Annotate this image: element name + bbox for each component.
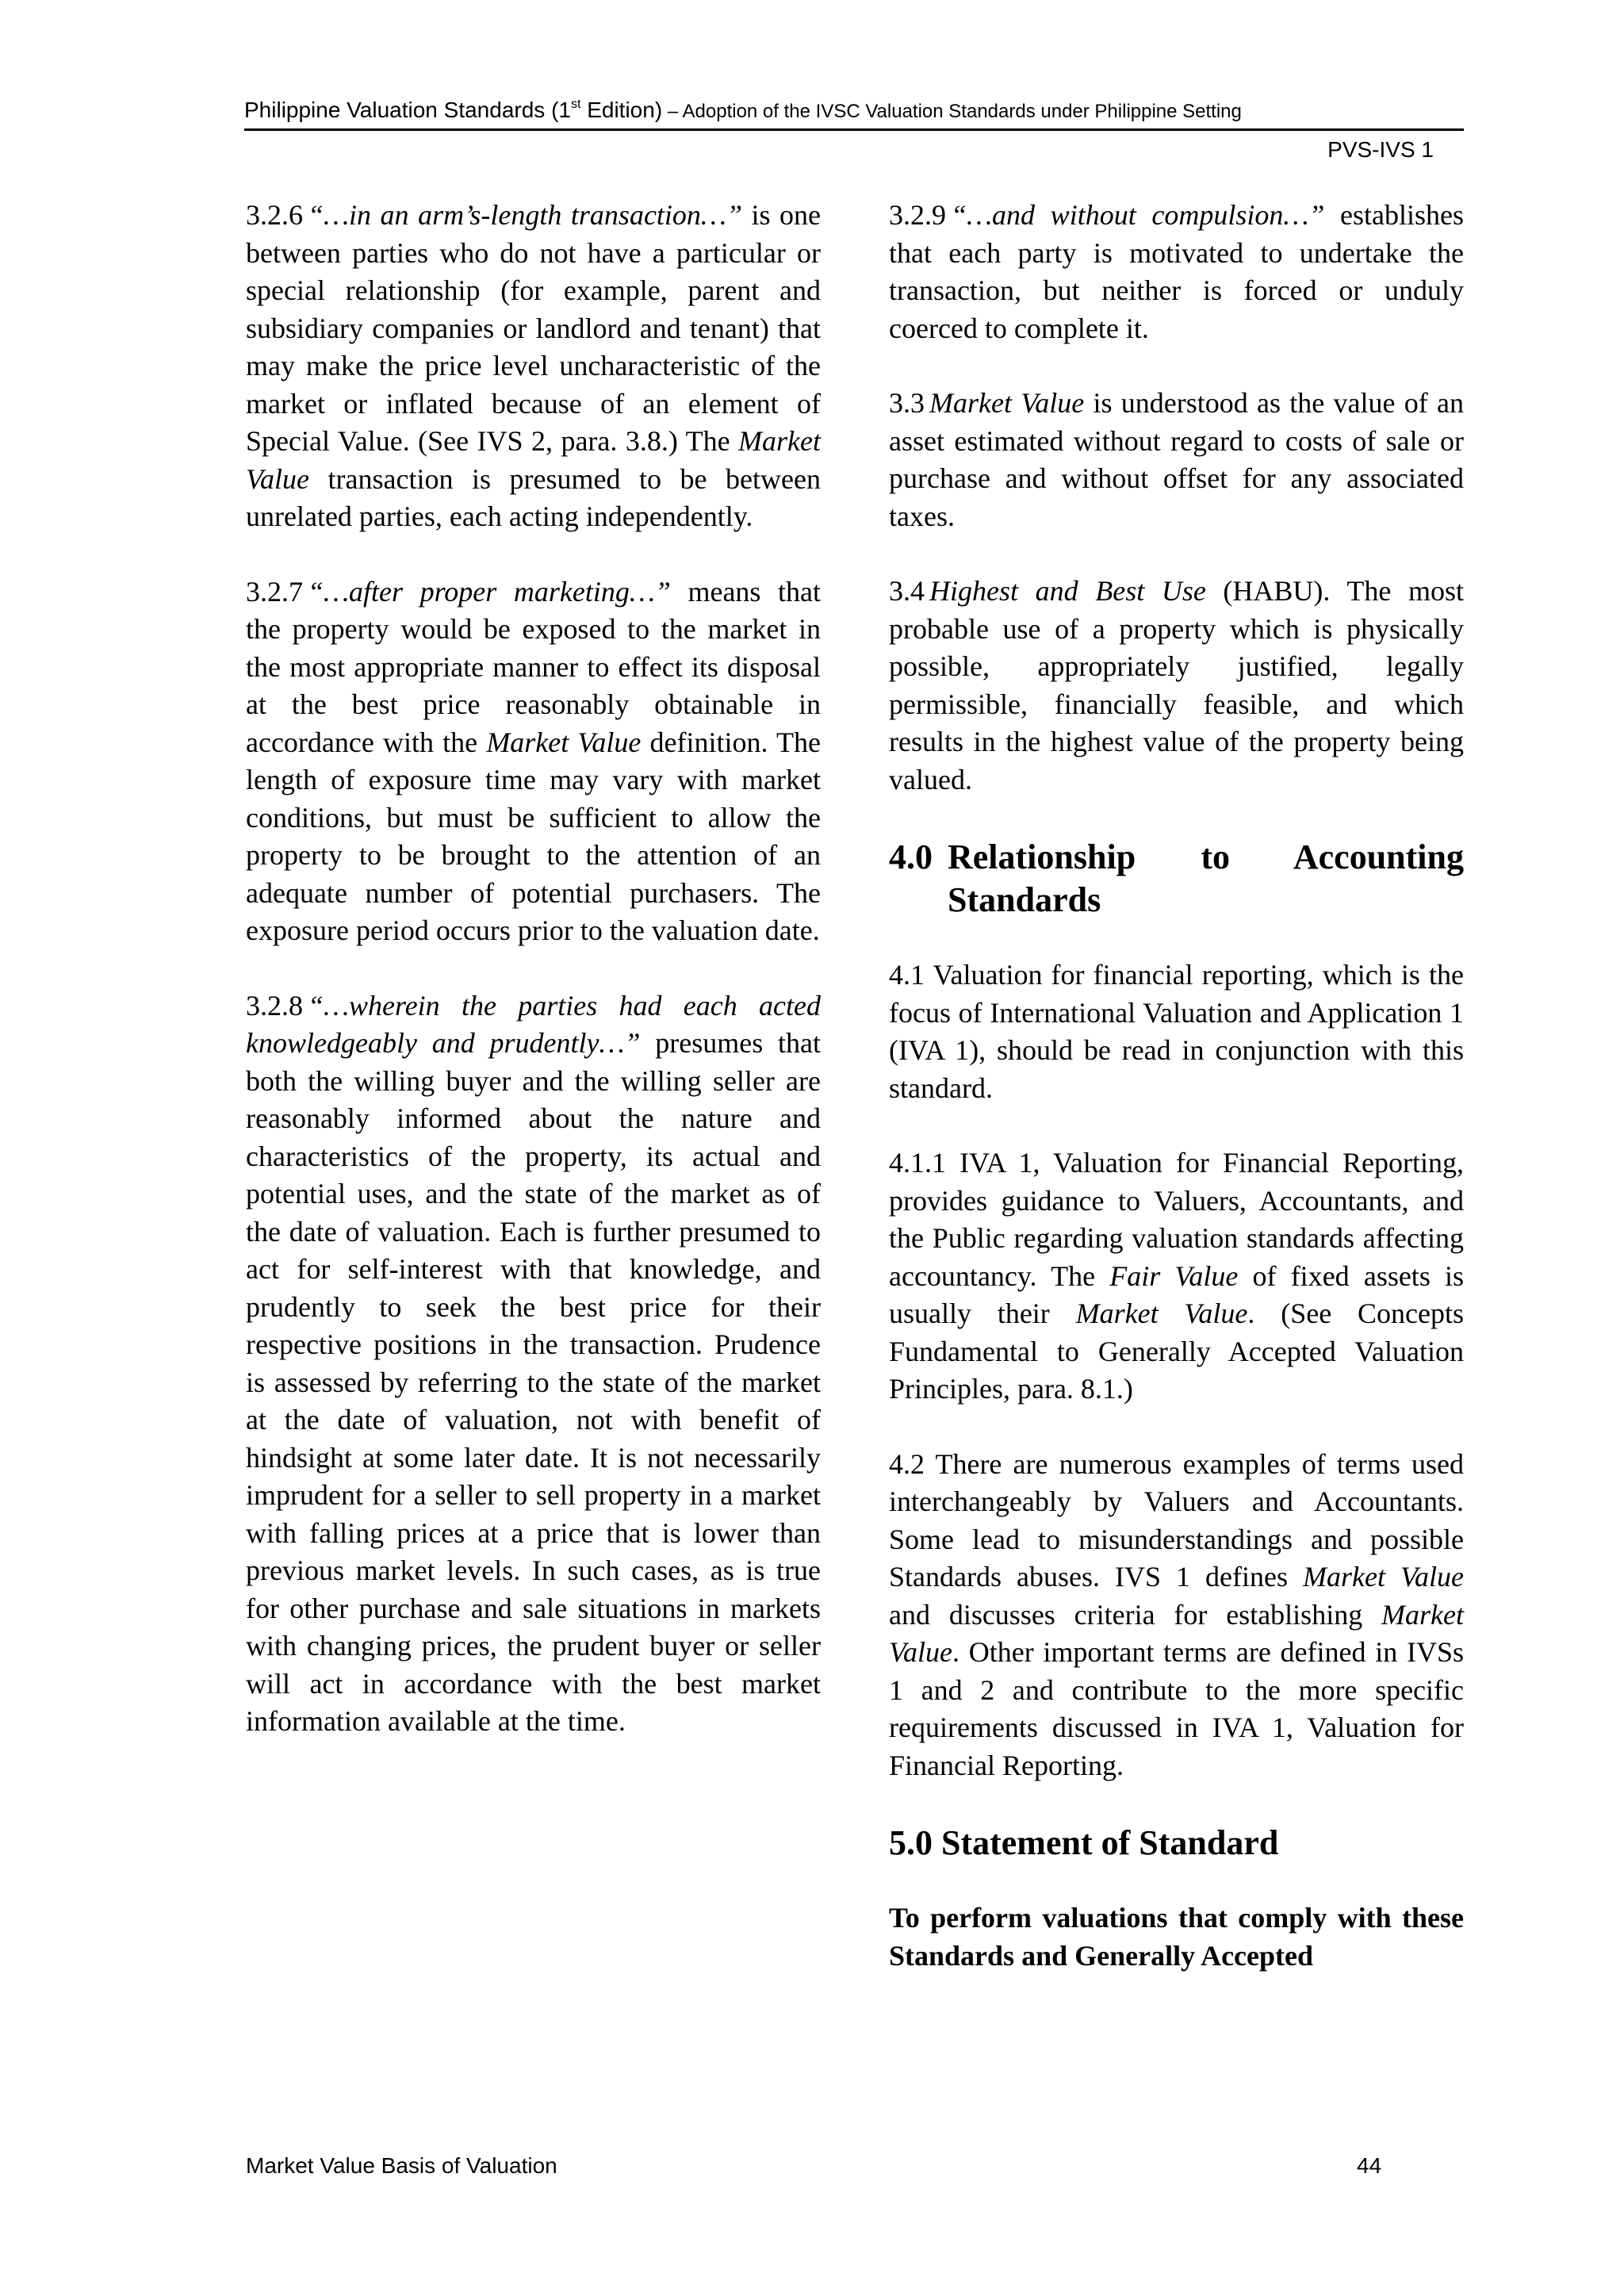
section-4-heading: 4.0 Relationship to Accounting Standards: [889, 838, 1464, 919]
paragraph-4-2: 4.2 There are numerous examples of terms used interchangeably by Valuers and Accountants. Some lead to misunderstandings and possible Standards abuses. IVS 1 defines Market Value and discusses criteria for establishing Market Value. Other important terms are defined in IVSs 1 and 2 and contribute to the more specific requirements discussed in IVA 1, Valuation for Financial Reporting.: [889, 1447, 1465, 1781]
paragraph-3-2-7: 3.2.7 “…after proper marketing…” means that the property would be exposed to the market in the most appropriate manner to effect its disposal at the best price reasonably obtainable in accordance with the Market Value definition. The length of exposure time may vary with market conditions, but must be sufficient to allow the property to be brought to the attention of an adequate number of potential purchasers. The exposure period occurs prior to the valuation date.: [246, 575, 822, 946]
paragraph-3-2-6: 3.2.6 “…in an arm’s-length transaction…” is one between parties who do not have a particular or special relationship (for example, parent and subsidiary companies or landlord and tenant) that may make the price level uncharacteristic of the market or inflated because of an element of Special Value. (See IVS 2, para. 3.8.) The Market Value transaction is presumed to be between unrelated parties, each acting independently.: [246, 199, 821, 532]
left-column: [246, 197, 821, 1741]
page-header: [244, 94, 1464, 162]
paragraph-4-1: 4.1 Valuation for financial reporting, which is the focus of International Valuation and Application 1 (IVA 1), should be read in conjunction with this standard.: [889, 959, 1464, 1104]
page-number: 44: [1357, 2153, 1382, 2178]
header-rule: [244, 128, 1464, 131]
header-title: Philippine Valuation Standards (1st Edition) – Adoption of the IVSC Valuation Standards under Philippine Setting: [244, 98, 1242, 122]
paragraph-3-3: 3.3 Market Value is understood as the value of an asset estimated without regard to costs of sale or purchase and without offset for any associated taxes.: [889, 387, 1465, 532]
right-column: [889, 197, 1464, 1975]
paragraph-4-1-1: 4.1.1 IVA 1, Valuation for Financial Reporting, provides guidance to Valuers, Accountants, and the Public regarding valuation standards affecting accountancy. The Fair Value of fixed assets is usually their Market Value. (See Concepts Fundamental to Generally Accepted Valuation Principles, para. 8.1.): [889, 1147, 1465, 1405]
standard-statement: To perform valuations that comply with these Standards and Generally Accepted: [889, 1902, 1464, 1972]
paragraph-3-4: 3.4 Highest and Best Use (HABU). The most probable use of a property which is physically possible, appropriately justified, legally permissible, financially feasible, and which results in the highest value of the property being valued.: [889, 575, 1464, 795]
header-code: PVS-IVS 1: [1327, 137, 1434, 162]
paragraph-3-2-8: 3.2.8 “…wherein the parties had each acted knowledgeably and prudently…” presumes that both the willing buyer and the willing seller are reasonably informed about the nature and characteristics of the property, its actual and potential uses, and the state of the market as of the date of valuation. Each is further presumed to act for self-interest with that knowledge, and prudently to seek the best price for their respective positions in the transaction. Prudence is assessed by referring to the state of the market at the date of valuation, not with benefit of hindsight at some later date. It is not necessarily imprudent for a seller to sell property in a market with falling prices at a price that is lower than previous market levels. In such cases, as is true for other purchase and sale situations in markets with changing prices, the prudent buyer or seller will act in accordance with the best market information available at the time.: [246, 989, 822, 1737]
footer-title: Market Value Basis of Valuation: [246, 2153, 557, 2178]
paragraph-3-2-9: 3.2.9 “…and without compulsion…” establishes that each party is motivated to undertake the transaction, but neither is forced or unduly coerced to complete it.: [889, 199, 1464, 344]
section-5-heading: 5.0 Statement of Standard: [889, 1823, 1279, 1862]
